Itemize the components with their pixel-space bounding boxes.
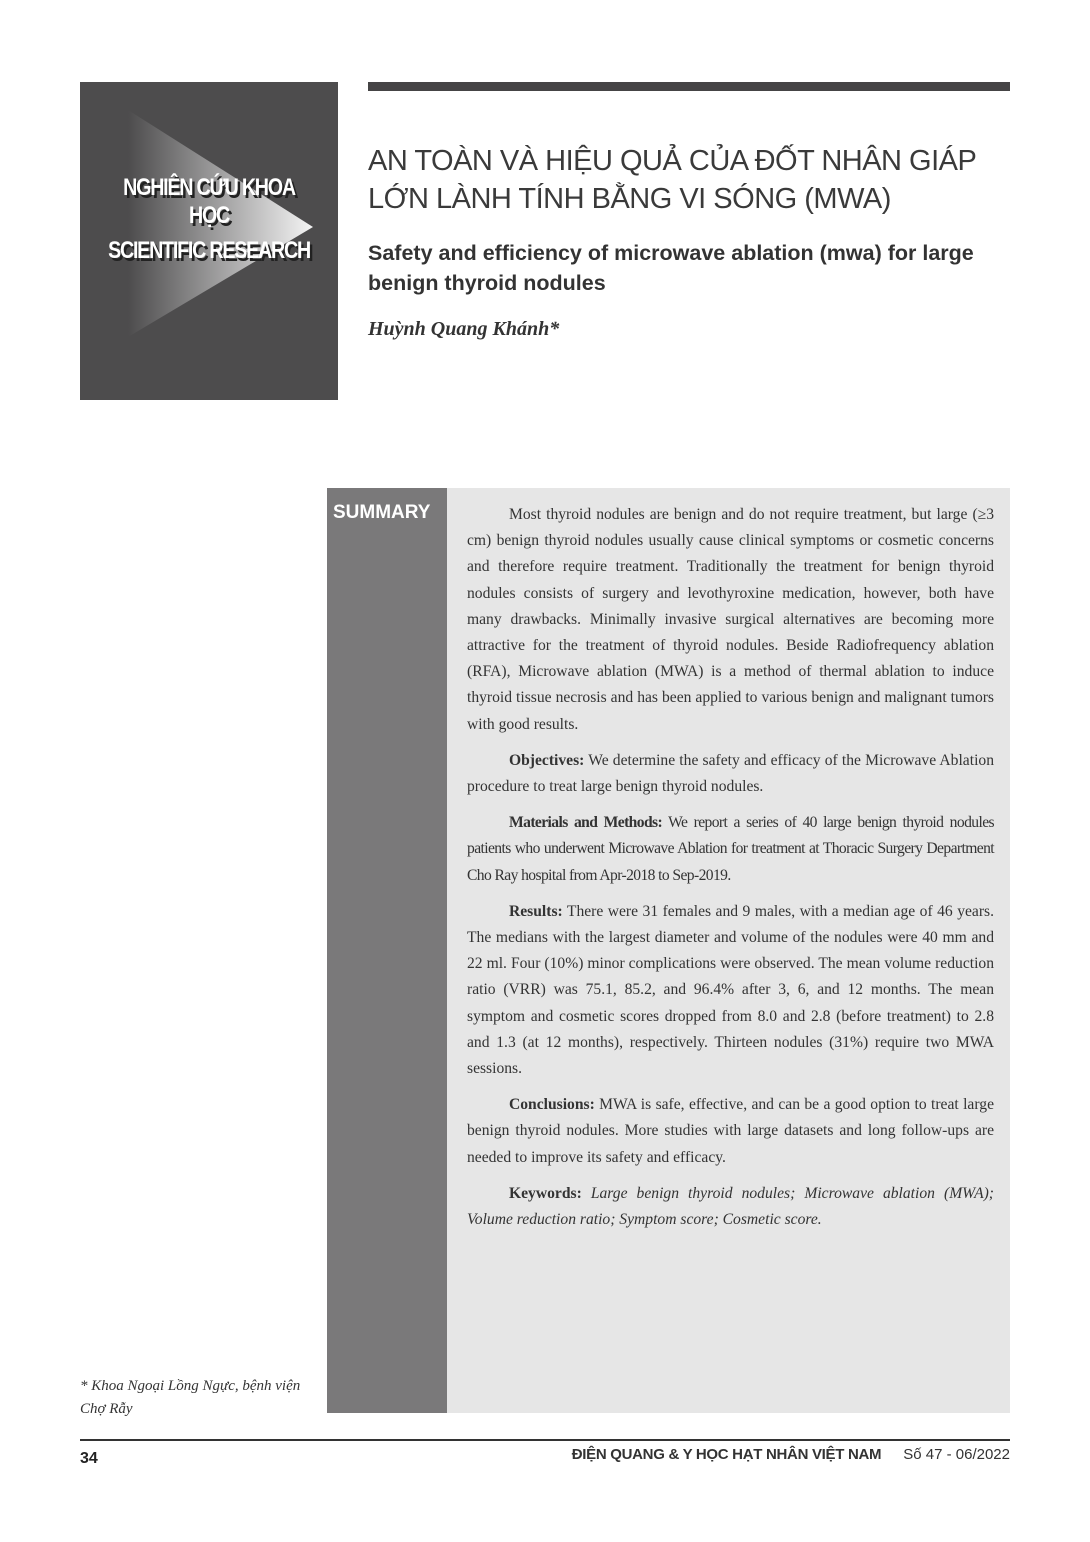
methods-text: We report a series of 40 large benign thyroid nodules patients who underwent Microwave Ablation for treatment at Thoracic Surgery Department Cho Ray hospital from Apr-2018 to Sep-2019. xyxy=(467,814,994,884)
summary-results xyxy=(467,899,994,1082)
journal-name: ĐIỆN QUANG & Y HỌC HẠT NHÂN VIỆT NAM xyxy=(571,1446,882,1463)
results-label: Results: xyxy=(509,902,563,920)
conclusions-text: MWA is safe, effective, and can be a good option to treat large benign thyroid nodules. More studies with large datasets and long follow-ups are needed to improve its safety and efficacy. xyxy=(467,1096,994,1166)
journal-footer xyxy=(572,1446,1010,1463)
issue-number: Số 47 - 06/2022 xyxy=(903,1446,1010,1463)
summary-body xyxy=(467,502,994,1243)
objectives-label: Objectives: xyxy=(509,751,585,769)
summary-objectives xyxy=(467,748,994,800)
title-rule xyxy=(368,82,1010,91)
keywords-label: Keywords: xyxy=(509,1184,582,1202)
section-banner xyxy=(80,82,338,400)
objectives-text: We determine the safety and efficacy of the Microwave Ablation procedure to treat large benign thyroid nodules. xyxy=(467,751,994,796)
section-label-en: SCIENTIFIC RESEARCH xyxy=(108,237,310,264)
section-label-vi: NGHIÊN CỨU KHOA HỌC xyxy=(123,174,295,229)
summary-conclusions xyxy=(467,1092,994,1171)
summary-methods xyxy=(467,810,994,889)
affiliation-footnote: * Khoa Ngoại Lồng Ngực, bệnh viện Chợ Rẫy xyxy=(80,1378,301,1417)
author: Huỳnh Quang Khánh* xyxy=(368,318,560,340)
summary-sidebar xyxy=(327,488,447,1413)
title-vietnamese: AN TOÀN VÀ HIỆU QUẢ CỦA ĐỐT NHÂN GIÁP LỚN LÀNH TÍNH BẰNG VI SÓNG (MWA) xyxy=(368,145,976,215)
conclusions-label: Conclusions: xyxy=(509,1096,595,1114)
summary-heading: SUMMARY xyxy=(333,502,431,523)
title-english: Safety and efficiency of microwave ablation (mwa) for large benign thyroid nodules xyxy=(368,241,974,295)
page-number: 34 xyxy=(80,1450,98,1467)
summary-box xyxy=(327,488,1010,1413)
results-text: There were 31 females and 9 males, with a median age of 46 years. The medians with the largest diameter and volume of the nodules were 40 mm and 22 ml. Four (10%) minor complications were observed. The mean volume reduction ratio (VRR) was 75.1, 85.2, and 96.4% after 3, 6, and 12 months. The mean symptom and cosmetic scores dropped from 8.0 and 2.8 (before treatment) to 2.8 and 1.3 (at 12 months), respectively. Thirteen nodules (31%) require two MWA sessions. xyxy=(467,902,994,1078)
methods-label: Materials and Methods: xyxy=(509,814,663,832)
summary-intro: Most thyroid nodules are benign and do not require treatment, but large (≥3 cm) benign thyroid nodules usually cause clinical symptoms or cosmetic concerns and therefore require treatment. Traditionally the treatment for benign thyroid nodules consists of surgery and levothyroxine medication, however, both have many drawbacks. Minimally invasive surgical alternatives are becoming more attractive for the treatment of thyroid nodules. Beside Radiofrequency ablation (RFA), Microwave ablation (MWA) is a method of thermal ablation to induce thyroid tissue necrosis and has been applied to various benign and malignant tumors with good results. xyxy=(467,506,994,733)
keywords-text: Large benign thyroid nodules; Microwave ablation (MWA); Volume reduction ratio; Symptom score; Cosmetic score. xyxy=(467,1184,994,1229)
footer-rule xyxy=(80,1439,1010,1441)
summary-keywords xyxy=(467,1181,994,1233)
